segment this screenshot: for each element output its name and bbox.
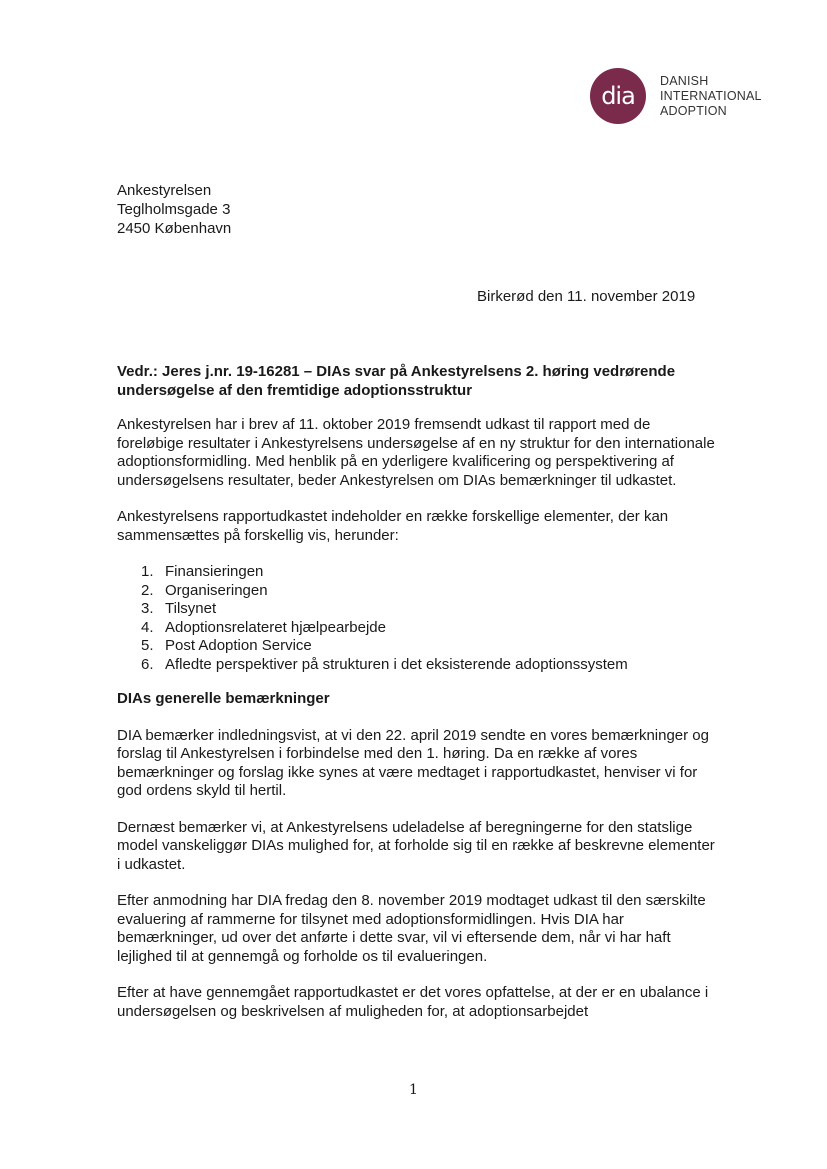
elements-list bbox=[117, 563, 717, 674]
recipient-address bbox=[117, 181, 231, 238]
list-item bbox=[117, 582, 717, 601]
list-text: Post Adoption Service bbox=[165, 637, 312, 654]
list-number: 2. bbox=[141, 581, 154, 599]
dia-logo-mark: dia bbox=[590, 68, 646, 124]
list-text: Tilsynet bbox=[165, 600, 217, 617]
list-number: 3. bbox=[141, 600, 154, 617]
list-text: Adoptionsrelateret hjælpearbejde bbox=[165, 618, 386, 636]
logo-line: INTERNATIONAL bbox=[660, 88, 762, 103]
list-text: Organiseringen bbox=[165, 581, 268, 599]
logo-line: ADOPTION bbox=[660, 103, 727, 118]
address-line: Teglholmsgade 3 bbox=[117, 201, 231, 218]
paragraph: Efter anmodning har DIA fredag den 8. november 2019 modtaget udkast til den særskilte evaluering af rammerne for tilsynet med adoptionsformidlingen. Hvis DIA har bemærkninger, ud over det anførte i dette svar, vil vi eftersende dem, når vi har haft lejlighed til at gennemgå og forholde os til evalueringen. bbox=[117, 892, 706, 965]
section-heading: DIAs generelle bemærkninger bbox=[117, 690, 330, 707]
paragraph: Ankestyrelsen har i brev af 11. oktober 2019 fremsendt udkast til rapport med de foreløbige resultater i Ankestyrelsens undersøgelse af en ny struktur for den internationale adoptionsformidling. Med henblik på en yderligere kvalificering og perspektivering af undersøgelsens resultater, beder Ankestyrelsen om DIAs bemærkninger til udkastet. bbox=[117, 416, 715, 489]
list-item bbox=[117, 600, 717, 619]
list-item bbox=[117, 619, 717, 638]
paragraph: Efter at have gennemgået rapportudkastet er det vores opfattelse, at der er en ubalance i undersøgelsen og beskrivelsen af muligheden for, at adoptionsarbejdet bbox=[117, 984, 709, 1020]
list-text: Afledte perspektiver på strukturen i det eksisterende adoptionssystem bbox=[165, 655, 628, 673]
address-line: 2450 København bbox=[117, 220, 232, 237]
address-line: Ankestyrelsen bbox=[117, 182, 212, 199]
letter-date: Birkerød den 11. november 2019 bbox=[477, 288, 696, 305]
list-text: Finansieringen bbox=[165, 563, 264, 580]
list-item bbox=[117, 637, 717, 656]
logo-line: DANISH bbox=[660, 73, 709, 88]
letter-subject: Vedr.: Jeres j.nr. 19-16281 – DIAs svar på Ankestyrelsens 2. høring vedrørende undersøgelse af den fremtidige adoptionsstruktur bbox=[117, 363, 676, 399]
list-number: 4. bbox=[141, 618, 154, 636]
dia-logo-text bbox=[660, 74, 762, 119]
dia-logo bbox=[590, 68, 762, 124]
list-number: 6. bbox=[141, 655, 154, 673]
paragraph: Dernæst bemærker vi, at Ankestyrelsens udeladelse af beregningerne for den statslige model vanskeliggør DIAs mulighed for, at forholde sig til en række af beskrevne elementer i udkastet. bbox=[117, 818, 715, 873]
page-number: 1 bbox=[409, 1082, 418, 1098]
list-number: 1. bbox=[141, 563, 154, 580]
list-number: 5. bbox=[141, 637, 154, 654]
paragraph: DIA bemærker indledningsvist, at vi den 22. april 2019 sendte en vores bemærkninger og forslag til Ankestyrelsen i forbindelse med den 1. høring. Da en række af vores bemærkninger og forslag ikke synes at være medtaget i rapportudkastet, henviser vi for god ordens skyld til hertil. bbox=[117, 726, 709, 799]
list-item bbox=[117, 656, 717, 675]
list-item bbox=[117, 563, 717, 582]
letter-body bbox=[117, 363, 717, 1039]
paragraph: Ankestyrelsens rapportudkastet indeholder en række forskellige elementer, der kan sammensættes på forskellig vis, herunder: bbox=[117, 508, 669, 544]
